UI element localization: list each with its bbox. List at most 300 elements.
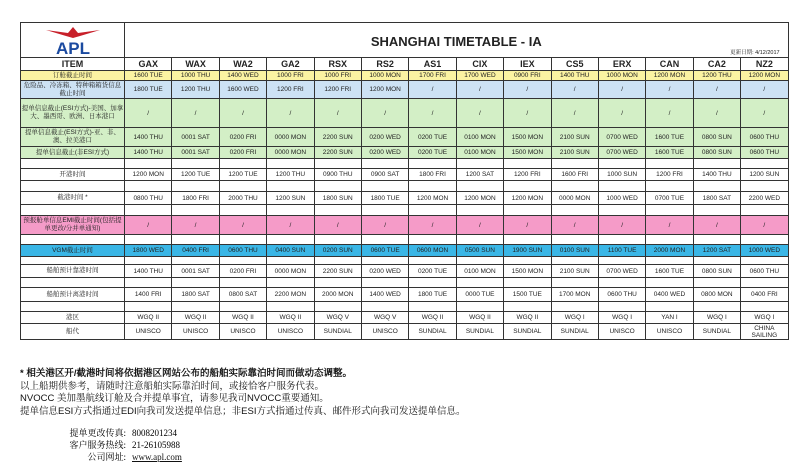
table-cell <box>172 278 219 288</box>
table-cell: / <box>646 81 693 99</box>
fax-value: 8008201234 <box>132 428 177 438</box>
service-header: CIX <box>456 58 503 71</box>
table-cell: 1800 FRI <box>172 192 219 205</box>
spacer-row <box>21 181 789 192</box>
table-cell: 1800 TUE <box>361 192 408 205</box>
table-cell: 2200 MON <box>267 288 314 302</box>
table-cell: 1000 FRI <box>267 71 314 81</box>
table-cell <box>172 235 219 245</box>
table-cell: / <box>646 216 693 235</box>
table-cell: / <box>504 99 551 128</box>
service-header: NZ2 <box>741 58 789 71</box>
table-cell: 1200 TUE <box>219 169 266 181</box>
spacer-row <box>21 302 789 312</box>
apl-logo-icon <box>38 24 108 56</box>
table-cell <box>741 159 789 169</box>
table-cell <box>267 257 314 265</box>
table-cell: 1700 WED <box>456 71 503 81</box>
table-cell: UNISCO <box>598 324 645 340</box>
table-cell <box>219 181 266 192</box>
table-cell <box>646 257 693 265</box>
table-cell <box>741 278 789 288</box>
note-line: NVOCC 美加墨航线订舱及合并提单事宜，请参见我司NVOCC重要通知。 <box>20 393 329 404</box>
table-cell: 1500 TUE <box>504 288 551 302</box>
table-cell: / <box>741 216 789 235</box>
table-cell: 0000 TUE <box>456 288 503 302</box>
table-row <box>21 245 789 257</box>
table-cell <box>693 159 740 169</box>
table-cell <box>267 159 314 169</box>
table-cell <box>125 205 172 216</box>
row-label <box>21 235 125 245</box>
updated-value: 4/12/2017 <box>755 50 780 56</box>
table-cell: 1400 WED <box>361 288 408 302</box>
row-label <box>21 205 125 216</box>
table-cell: 2100 SUN <box>551 128 598 147</box>
table-cell: 1000 MON <box>598 71 645 81</box>
table-cell <box>361 235 408 245</box>
table-cell: / <box>172 216 219 235</box>
table-row <box>21 288 789 302</box>
table-cell <box>693 181 740 192</box>
table-cell <box>125 278 172 288</box>
table-cell: / <box>125 99 172 128</box>
table-cell: WGQ I <box>551 312 598 324</box>
service-header: CA2 <box>693 58 740 71</box>
table-cell: 0600 THU <box>741 128 789 147</box>
row-label: 提单信息截止(ESI方式)-美国、加拿大、墨西哥、欧洲、日本港口 <box>21 99 125 128</box>
table-cell: / <box>598 81 645 99</box>
table-cell: 1400 WED <box>219 71 266 81</box>
table-cell: 1200 TUE <box>172 169 219 181</box>
updated-date <box>730 48 780 56</box>
table-cell: SUNDIAL <box>693 324 740 340</box>
row-label: 订舱截止时间 <box>21 71 125 81</box>
table-cell: / <box>219 99 266 128</box>
table-cell <box>598 278 645 288</box>
row-label: 提单信息截止(ESI方式)-亚、非、澳、拉美港口 <box>21 128 125 147</box>
table-cell <box>598 302 645 312</box>
table-cell <box>551 159 598 169</box>
table-cell <box>409 235 456 245</box>
table-cell <box>551 235 598 245</box>
row-label <box>21 302 125 312</box>
table-cell <box>314 302 361 312</box>
table-cell <box>314 257 361 265</box>
table-cell <box>693 302 740 312</box>
row-label <box>21 159 125 169</box>
note-line: 提单信息ESI方式指通过EDI向我司发送提单信息；非ESI方式指通过传真、邮件形式向我司发送提单信息。 <box>20 405 466 417</box>
table-cell: 1800 SAT <box>693 192 740 205</box>
table-row <box>21 324 789 340</box>
table-cell <box>267 235 314 245</box>
table-cell <box>409 257 456 265</box>
table-cell <box>361 205 408 216</box>
table-cell: / <box>361 216 408 235</box>
table-cell <box>741 235 789 245</box>
table-cell: 0600 THU <box>741 265 789 278</box>
fax-label: 提单更改传真: <box>69 428 126 438</box>
row-label: 船舶预计靠港时间 <box>21 265 125 278</box>
table-row <box>21 169 789 181</box>
table-cell: 0400 WED <box>646 288 693 302</box>
table-cell: 2200 WED <box>741 192 789 205</box>
table-cell: 0200 FRI <box>219 265 266 278</box>
table-cell: 2200 SUN <box>314 265 361 278</box>
table-cell <box>646 278 693 288</box>
table-cell <box>551 181 598 192</box>
table-cell: / <box>551 216 598 235</box>
table-cell <box>598 257 645 265</box>
table-cell: 1200 FRI <box>504 169 551 181</box>
service-header: CAN <box>646 58 693 71</box>
table-cell <box>219 257 266 265</box>
table-cell: 0001 SAT <box>172 265 219 278</box>
title-cell <box>125 23 789 58</box>
table-cell <box>456 257 503 265</box>
table-cell: YAN I <box>646 312 693 324</box>
table-cell: 0200 FRI <box>219 147 266 159</box>
table-row <box>21 99 789 128</box>
table-cell <box>504 235 551 245</box>
table-cell: 1600 WED <box>219 81 266 99</box>
table-cell: 0200 TUE <box>409 265 456 278</box>
table-cell: 1600 FRI <box>551 169 598 181</box>
table-cell <box>741 181 789 192</box>
table-cell: 0200 FRI <box>219 128 266 147</box>
title-row <box>21 23 789 58</box>
table-cell <box>646 181 693 192</box>
logo-cell <box>21 23 125 58</box>
service-header: RS2 <box>361 58 408 71</box>
table-cell: 0001 SAT <box>172 128 219 147</box>
table-cell: 1400 THU <box>551 71 598 81</box>
row-label: 预报舱单信息EMI截止时间(包括提单更改/分并单通知) <box>21 216 125 235</box>
table-cell <box>219 302 266 312</box>
table-cell <box>551 278 598 288</box>
service-header: WA2 <box>219 58 266 71</box>
table-cell: 1200 THU <box>172 81 219 99</box>
table-cell: CHINA SAILING <box>741 324 789 340</box>
table-cell: 1000 MON <box>361 71 408 81</box>
table-cell <box>314 159 361 169</box>
table-cell <box>646 205 693 216</box>
table-cell <box>125 181 172 192</box>
spacer-row <box>21 257 789 265</box>
table-cell: / <box>741 99 789 128</box>
table-cell: 0400 FRI <box>172 245 219 257</box>
table-cell: 1200 THU <box>693 71 740 81</box>
table-cell <box>693 278 740 288</box>
table-cell: 1800 FRI <box>409 169 456 181</box>
website-label: 公司网址: <box>87 452 126 462</box>
table-cell: UNISCO <box>267 324 314 340</box>
table-cell: / <box>314 216 361 235</box>
table-cell: 0000 MON <box>267 147 314 159</box>
table-cell: WGQ I <box>598 312 645 324</box>
table-cell: 0700 WED <box>598 128 645 147</box>
table-cell: 0001 SAT <box>172 147 219 159</box>
table-cell <box>646 235 693 245</box>
svg-text:APL: APL <box>55 39 90 56</box>
table-cell <box>741 257 789 265</box>
table-cell: WGQ II <box>267 312 314 324</box>
service-header: RSX <box>314 58 361 71</box>
spacer-row <box>21 278 789 288</box>
table-cell <box>219 159 266 169</box>
table-cell: / <box>361 99 408 128</box>
table-cell: 0900 SAT <box>361 169 408 181</box>
table-cell <box>361 278 408 288</box>
table-cell: 0800 SUN <box>693 265 740 278</box>
table-cell: 0800 SAT <box>219 288 266 302</box>
table-cell: 2200 SUN <box>314 128 361 147</box>
table-cell <box>409 302 456 312</box>
table-cell: 0900 THU <box>314 169 361 181</box>
table-cell: 1600 TUE <box>646 147 693 159</box>
table-cell <box>314 181 361 192</box>
table-cell <box>267 205 314 216</box>
table-cell: 1900 SUN <box>504 245 551 257</box>
table-cell: 2100 SUN <box>551 147 598 159</box>
table-cell: 1500 MON <box>504 128 551 147</box>
table-cell <box>314 205 361 216</box>
table-cell <box>314 278 361 288</box>
table-cell <box>219 205 266 216</box>
table-cell <box>456 159 503 169</box>
service-header: GAX <box>125 58 172 71</box>
spacer-row <box>21 235 789 245</box>
table-cell: 1000 FRI <box>314 71 361 81</box>
table-cell <box>504 278 551 288</box>
row-label <box>21 257 125 265</box>
table-cell <box>125 257 172 265</box>
table-cell: WGQ II <box>409 312 456 324</box>
table-cell: 1400 THU <box>125 265 172 278</box>
table-cell: 1200 SAT <box>456 169 503 181</box>
table-cell <box>219 278 266 288</box>
website-link[interactable]: www.apl.com <box>132 452 182 462</box>
table-cell <box>409 278 456 288</box>
table-cell: 1500 MON <box>504 147 551 159</box>
table-cell <box>598 181 645 192</box>
row-label: 船代 <box>21 324 125 340</box>
table-cell: 0600 THU <box>598 288 645 302</box>
table-cell <box>172 181 219 192</box>
table-cell: 1700 FRI <box>409 71 456 81</box>
table-cell <box>456 181 503 192</box>
table-cell <box>741 302 789 312</box>
table-cell: 1200 FRI <box>646 169 693 181</box>
table-cell <box>172 159 219 169</box>
table-cell: 1400 FRI <box>125 288 172 302</box>
service-header: GA2 <box>267 58 314 71</box>
table-cell: SUNDIAL <box>314 324 361 340</box>
table-cell: / <box>172 99 219 128</box>
table-cell: 0400 FRI <box>741 288 789 302</box>
table-cell: 2100 SUN <box>551 265 598 278</box>
note-line: * 相关港区开/截港时间将依据港区网站公布的船舶实际靠泊时间而做动态调整。 <box>20 368 352 379</box>
table-cell <box>172 205 219 216</box>
table-cell <box>361 257 408 265</box>
table-cell: 1200 FRI <box>314 81 361 99</box>
table-cell: 1200 MON <box>361 81 408 99</box>
table-cell <box>598 205 645 216</box>
table-cell: 1200 THU <box>267 169 314 181</box>
table-cell: 1800 SUN <box>314 192 361 205</box>
table-cell <box>598 235 645 245</box>
table-cell: WGQ I <box>693 312 740 324</box>
table-cell: 0100 MON <box>456 265 503 278</box>
table-cell: / <box>741 81 789 99</box>
table-cell <box>504 159 551 169</box>
table-cell: / <box>456 81 503 99</box>
table-cell: / <box>409 216 456 235</box>
table-cell: 1100 TUE <box>598 245 645 257</box>
table-cell: / <box>646 99 693 128</box>
table-cell: SUNDIAL <box>409 324 456 340</box>
item-header: ITEM <box>21 58 125 71</box>
table-cell: 1200 MON <box>125 169 172 181</box>
table-cell: / <box>314 99 361 128</box>
table-cell <box>598 159 645 169</box>
table-cell: / <box>456 216 503 235</box>
table-cell: 1200 MON <box>504 192 551 205</box>
updated-label: 更新日期: <box>730 50 754 56</box>
service-header: ERX <box>598 58 645 71</box>
table-cell: 0200 WED <box>361 265 408 278</box>
table-cell <box>741 205 789 216</box>
table-cell: 0000 MON <box>551 192 598 205</box>
table-cell: 1800 SAT <box>172 288 219 302</box>
table-cell: 0000 MON <box>267 128 314 147</box>
table-cell: 1600 TUE <box>646 265 693 278</box>
page-title: SHANGHAI TIMETABLE - IA <box>370 34 542 49</box>
table-cell: 1200 SAT <box>693 245 740 257</box>
table-row <box>21 312 789 324</box>
table-cell: 1000 WED <box>598 192 645 205</box>
table-cell: 2200 SUN <box>314 147 361 159</box>
row-label: 截港时间 * <box>21 192 125 205</box>
table-cell: SUNDIAL <box>456 324 503 340</box>
table-cell: 1800 TUE <box>125 81 172 99</box>
table-cell <box>314 235 361 245</box>
table-cell <box>456 278 503 288</box>
contact-info <box>60 427 182 463</box>
table-cell: / <box>267 99 314 128</box>
table-cell: 1800 TUE <box>409 288 456 302</box>
table-row <box>21 216 789 235</box>
table-cell: / <box>598 216 645 235</box>
table-cell: 1400 THU <box>125 128 172 147</box>
service-header: CS5 <box>551 58 598 71</box>
table-cell: 0600 TUE <box>361 245 408 257</box>
table-cell: 2000 THU <box>219 192 266 205</box>
table-cell: 1200 MON <box>741 71 789 81</box>
table-cell: / <box>504 216 551 235</box>
table-cell: / <box>456 99 503 128</box>
table-cell: UNISCO <box>172 324 219 340</box>
table-cell: 0600 THU <box>741 147 789 159</box>
table-cell: 0800 SUN <box>693 147 740 159</box>
table-cell <box>504 257 551 265</box>
row-label: 提单信息截止(非ESI方式) <box>21 147 125 159</box>
service-header: WAX <box>172 58 219 71</box>
table-cell <box>504 302 551 312</box>
table-cell: / <box>551 99 598 128</box>
timetable <box>20 22 789 340</box>
table-cell: / <box>267 216 314 235</box>
table-cell: 0600 THU <box>219 245 266 257</box>
table-cell: 1200 SUN <box>741 169 789 181</box>
table-cell: 0700 WED <box>598 265 645 278</box>
table-cell <box>551 205 598 216</box>
table-cell: 0800 THU <box>125 192 172 205</box>
table-cell: SUNDIAL <box>551 324 598 340</box>
table-cell <box>646 302 693 312</box>
table-cell: 0100 MON <box>456 147 503 159</box>
service-header: IEX <box>504 58 551 71</box>
table-cell: 0000 MON <box>267 265 314 278</box>
table-cell <box>693 205 740 216</box>
table-cell <box>267 278 314 288</box>
row-label: 船舶预计离港时间 <box>21 288 125 302</box>
row-label: VGM截止时间 <box>21 245 125 257</box>
table-cell <box>693 257 740 265</box>
table-cell: 1200 MON <box>456 192 503 205</box>
table-cell: 1500 MON <box>504 265 551 278</box>
table-cell <box>456 235 503 245</box>
table-cell: / <box>598 99 645 128</box>
table-cell: 0100 MON <box>456 128 503 147</box>
table-cell <box>551 257 598 265</box>
table-cell: 0500 SUN <box>456 245 503 257</box>
table-row <box>21 128 789 147</box>
service-header: AS1 <box>409 58 456 71</box>
notes <box>20 368 465 418</box>
table-cell: UNISCO <box>219 324 266 340</box>
table-cell: SUNDIAL <box>504 324 551 340</box>
table-cell: 1600 TUE <box>125 71 172 81</box>
row-label <box>21 181 125 192</box>
table-cell: / <box>409 81 456 99</box>
row-label: 开港时间 <box>21 169 125 181</box>
table-cell <box>172 302 219 312</box>
table-cell: 0900 FRI <box>504 71 551 81</box>
table-cell: WGQ V <box>314 312 361 324</box>
table-cell: WGQ II <box>125 312 172 324</box>
table-row <box>21 265 789 278</box>
table-cell: 1200 MON <box>646 71 693 81</box>
table-cell <box>361 302 408 312</box>
table-cell: 0200 WED <box>361 128 408 147</box>
table-cell: 0400 SUN <box>267 245 314 257</box>
table-cell: WGQ II <box>456 312 503 324</box>
table-cell: 0200 SUN <box>314 245 361 257</box>
table-cell <box>125 159 172 169</box>
hotline-value: 21-26105988 <box>132 440 180 450</box>
table-cell: 0200 WED <box>361 147 408 159</box>
table-cell: 0200 TUE <box>409 147 456 159</box>
table-cell: 0200 TUE <box>409 128 456 147</box>
table-cell: / <box>125 216 172 235</box>
table-cell <box>409 181 456 192</box>
table-cell: / <box>551 81 598 99</box>
table-cell: WGQ II <box>219 312 266 324</box>
table-cell: WGQ I <box>741 312 789 324</box>
table-cell: / <box>409 99 456 128</box>
table-cell: 1400 THU <box>693 169 740 181</box>
